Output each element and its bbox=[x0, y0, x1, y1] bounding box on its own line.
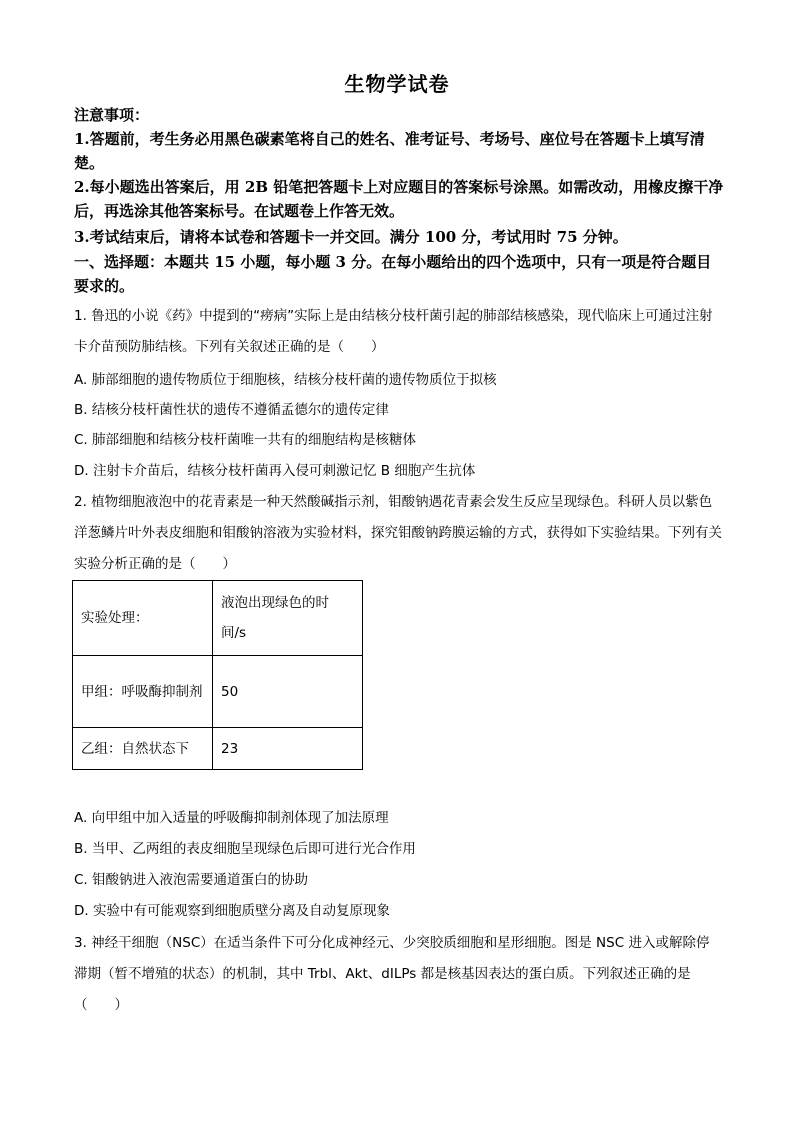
question-1-stem: 1. 鲁迅的小说《药》中提到的“痨病”实际上是由结核分枝杆菌引起的肺部结核感染，现代临床上可通过注射卡介苗预防肺结核。下列有关叙述正确的是（ ） bbox=[74, 308, 713, 355]
question-1-option-a: A. 肺部细胞的遗传物质位于细胞核，结核分枝杆菌的遗传物质位于拟核 bbox=[74, 372, 497, 388]
notice-item-1: 1.答题前，考生务必用黑色碳素笔将自己的姓名、准考证号、考场号、座位号在答题卡上填写清楚。 bbox=[74, 130, 705, 172]
page-title: 生物学试卷 bbox=[344, 72, 450, 96]
table-cell: 23 bbox=[213, 728, 363, 770]
table-cell: 乙组：自然状态下 bbox=[73, 728, 213, 770]
table-cell: 50 bbox=[213, 656, 363, 728]
table-header-row bbox=[73, 581, 363, 656]
question-3-stem: 3. 神经干细胞（NSC）在适当条件下可分化成神经元、少突胶质细胞和星形细胞。图是 NSC 进入或解除停滞期（暂不增殖的状态）的机制，其中 Trbl、Akt、dILPs 都是核基因表达的蛋白质。下列叙述正确的是（ ） bbox=[74, 935, 710, 1013]
table-header-treatment: 实验处理： bbox=[73, 581, 213, 656]
question-2-option-b: B. 当甲、乙两组的表皮细胞呈现绿色后即可进行光合作用 bbox=[74, 841, 416, 857]
notice-heading: 注意事项： bbox=[74, 106, 150, 124]
question-1-option-b: B. 结核分枝杆菌性状的遗传不遵循孟德尔的遗传定律 bbox=[74, 402, 389, 418]
question-1-option-d: D. 注射卡介苗后，结核分枝杆菌再入侵可刺激记忆 B 细胞产生抗体 bbox=[74, 463, 476, 479]
question-1-option-c: C. 肺部细胞和结核分枝杆菌唯一共有的细胞结构是核糖体 bbox=[74, 432, 417, 448]
question-2-option-c: C. 钼酸钠进入液泡需要通道蛋白的协助 bbox=[74, 872, 309, 888]
question-2-option-a: A. 向甲组中加入适量的呼吸酶抑制剂体现了加法原理 bbox=[74, 810, 389, 826]
experiment-table bbox=[72, 580, 363, 770]
table-row bbox=[73, 656, 363, 728]
question-2-stem: 2. 植物细胞液泡中的花青素是一种天然酸碱指示剂，钼酸钠遇花青素会发生反应呈现绿色。科研人员以紫色洋葱鳞片叶外表皮细胞和钼酸钠溶液为实验材料，探究钼酸钠跨膜运输的方式，获得如下实验结果。下列有关实验分析正确的是（ ） bbox=[74, 494, 722, 572]
table-cell: 甲组：呼吸酶抑制剂 bbox=[73, 656, 213, 728]
question-2-option-d: D. 实验中有可能观察到细胞质壁分离及自动复原现象 bbox=[74, 903, 390, 919]
table-row bbox=[73, 728, 363, 770]
section-heading: 一、选择题：本题共 15 小题，每小题 3 分。在每小题给出的四个选项中，只有一项是符合题目要求的。 bbox=[74, 253, 712, 295]
notice-item-2: 2.每小题选出答案后，用 2B 铅笔把答题卡上对应题目的答案标号涂黑。如需改动，用橡皮擦干净后，再选涂其他答案标号。在试题卷上作答无效。 bbox=[74, 178, 724, 220]
table-header-time: 液泡出现绿色的时间/s bbox=[213, 581, 363, 656]
notice-item-3: 3.考试结束后，请将本试卷和答题卡一并交回。满分 100 分，考试用时 75 分钟。 bbox=[74, 228, 628, 246]
